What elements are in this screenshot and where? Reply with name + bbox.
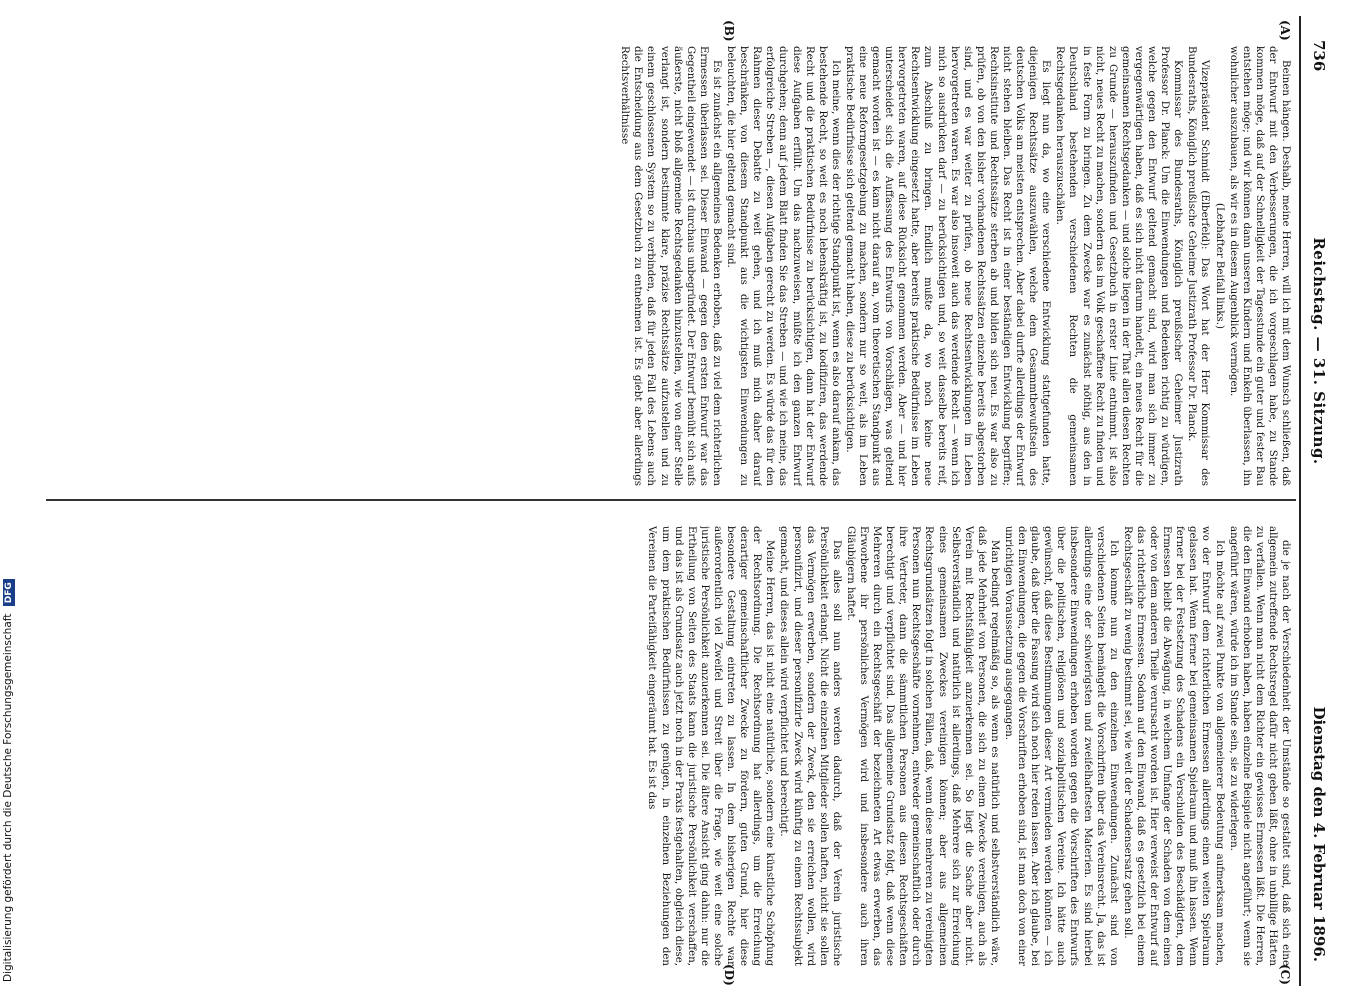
left-column <box>74 46 1292 486</box>
paragraph: Meine Herren, das ist nicht eine natürliche, sondern eine künstliche Schöpfung der Rechtsordnung. Die Rechtsordnung hat allerdings, um die Erreichung derartiger gemeinschaftlicher Zwecke zu fördern, guten Grund, hier diese besondere Gestaltung eintreten zu lassen. In dem bisherigen Rechte war außerordentlich viel Zweifel und Streit über die Frage, wie weit eine solche juristische Persönlichkeit anzuerkennen sei. Die ältere Ansicht ging dahin: nur die Ertheilung von Seiten des Staats kann die juristische Persönlichkeit verschaffen, und das ist als Grundsatz auch jetzt noch in der Praxis festgehalten, obgleich diese, um dem praktischen Bedürfnissen zu genügen, in einzelnen Beziehungen den Vereinen die Parteifähigkeit eingeräumt hat. Es ist das <box>646 526 776 966</box>
margin-marker-b: (B) <box>722 20 736 42</box>
paragraph: Man bedingt regelmäßig so, als wenn es natürlich und selbstverständlich wäre, daß jede Mehrheit von Personen, die sich zu einem Zwecke vereinigen, auch als Verein mit Rechtsfähigkeit anzuerkennen sei. So liegt die Sache aber nicht. Selbstverständlich und natürlich ist allerdings, daß Mehrere sich zur Erreichung eines gemeinsamen Zweckes vereinigen können; aber aus allgemeinen Rechtsgrundsätzen folgt in solchen Fällen, daß, wenn diese mehreren zu vereinigten Personen nun Rechtsgeschäfte vornehmen, entweder gemeinschaftlich oder durch ihre Vertreter, dann die sämmtlichen Personen aus diesen Rechtsgeschäften berechtigt und verpflichtet sind. Das allgemeine Grundsatz folgt, daß wenn diese Mehreren durch ein Rechtsgeschäft der bezeichneten Art etwas erwerben, das Erworbene ihr persönliches Vermögen wird und insbesondere auch ihren Gläubigern haftet. <box>844 526 1000 966</box>
paragraph: Es liegt nun da, wo eine verschiedene Entwicklung stattgefunden hatte, diejenigen Rechtssätze auszuwählen, welche dem Gesammtbewußtsein des deutschen Volks am meisten entsprechen. Aber dabei durfte allerdings der Entwurf nicht stehen bleiben. Das Recht ist in einer beständigen Entwicklung begriffen; Rechtsinstitute und Rechtssätze sterben ab und bilden sich neu. Es war also zu prüfen, ob von den bisher vorhandenen Rechtssätzen einzelne bereits abgestorben sind, und es war weiter zu prüfen, ob neue Rechtsentwicklungen im Leben hervorgetreten waren. Es war also insoweit auch das werdende Recht — wenn ich mich so ausdrücken darf — zu berücksichtigen und, so weit dasselbe bereits reif, zum Abschluß zu bringen. Endlich mußte da, wo noch keine neue Rechtsentwicklung eingesetzt hatte, aber bereits praktische Bedürfnisse im Leben hervorgetreten waren, auf diese Rücksicht genommen werden. Aber — und hier unterscheidet sich die Auffassung des Entwurfs von Vorschlägen, was geltend gemacht worden ist — es kam nicht darauf an, vom theoretischen Standpunkt aus eine neue Reformgesetzgebung zu machen, sondern nur so weit, als im Leben praktische Bedürfnisse sich geltend gemacht haben, diese zu berücksichtigen. <box>843 46 1052 486</box>
applause-note: (Lebhafter Beifall links.) <box>1213 203 1225 329</box>
paragraph: die je nach der Verschiedenheit der Umstände so gestaltet sind, daß sich eine allgemein zutreffende Rechtsregel dafür nicht geben läßt, ohne in unbillige Härten zu verfallen. Wenn man nicht dem Richter ein gewisses Ermessen läßt. Die Herren, die den Einwand erhoben haben, haben einzelne Beispiele nicht angeführt; wenn sie angeführt wären, würde ich im Stande sein, sie zu widerlegen. <box>1227 526 1291 966</box>
digitization-credit <box>0 0 16 1000</box>
paragraph: Es ist zunächst ein allgemeines Bedenken erhoben, daß zu viel dem richterlichen Ermessen überlassen sei. Dieser Einwand — gegen den ersten Entwurf war das Gegentheil eingewendet — ist durchaus unbegründet. Der Entwurf bemüht sich aufs äußerste, nicht bloß allgemeine Rechtsgedanken hinzustellen, wie von einer Stelle verlangt ist, sondern bestimmte klare, präzise Rechtssätze aufzustellen und zu einem geschlossenen System so zu verbinden, daß für jeden Fall des Lebens auch die Entscheidung aus dem Gesetzbuch zu entnehmen ist. Es giebt aber allerdings Rechtsverhältnisse <box>619 46 722 486</box>
right-column <box>182 526 1292 966</box>
rotated-page-content <box>16 16 1336 986</box>
credit-text: Digitalisierung gefördert durch die Deutsche Forschungsgemeinschaft <box>2 613 14 982</box>
paragraph: Ich komme nun zu den einzelnen Einwendungen. Zunächst sind von verschiedenen Seiten bemängelt die Vorschriften über das Vereinsrecht. Ja, das ist allerdings eine der schwierigsten und zweifelhaftesten Materien. Es sind hierbei insbesondere Einwendungen erhoben worden gegen die Vorschriften des Entwurfs über die politischen, religiösen und sozialpolitischen Vereine. Ich hätte auch gewünscht, daß diese Bestimmungen dieser Art vermieden werden könnten — ich glaube, daß über die Fassung wird sich noch hier reden lassen. Aber ich glaube, bei den Einwendungen, die gegen die Vorschriften erhoben sind, ist man doch von einer unrichtigen Voraussetzung ausgegangen. <box>1003 526 1119 966</box>
margin-marker-c: (C) <box>1278 964 1292 985</box>
margin-marker-a: (A) <box>1278 20 1292 41</box>
header-rule <box>1299 16 1301 986</box>
running-title: Reichstag. — 31. Sitzung. <box>1310 237 1328 465</box>
paragraph: Vizepräsident Schmidt (Elberfeld): Das Wort hat der Herr Kommissar des Bundesraths, Königlich preußische Geheime Justizrath Professor Dr. Planck. <box>1186 46 1211 486</box>
column-divider <box>46 499 1296 501</box>
margin-marker-d: (D) <box>722 964 736 986</box>
paragraph: Beinen hängen. Deshalb, meine Herren, will ich mit dem Wunsch schließen, daß der Entwurf mit den Verbesserungen, die ich vorgeschlagen habe, zu Stande kommen möge, daß auf der Schnelligkeit der Tagesstunde ein guter und fester Bau entstehen möge; und wir können dann unseren Kindern und Enkeln überlassen, ihn wohnlicher auszubauen, als wir es in diesem Augenblick vermögen. <box>1227 46 1291 486</box>
page-number: 736 <box>1310 40 1328 72</box>
paragraph: Ich möchte auf zwei Punkte von allgemeinerer Bedeutung aufmerksam machen, wo der Entwurf dem richterlichen Ermessen allerdings einen weiten Spielraum gelassen hat. Wenn ferner bei gemeinsamen Spielraum und muß ihn lassen. Wenn ferner bei der Festsetzung des Schadens ein Verschulden des Beschädigten, dem Ermessen bleibt die Abwägung, in welchem Umfange der Schaden von dem einen oder von dem anderen Theile verursacht worden ist. Hier verweist der Entwurf auf das richterliche Ermessen. Sodann auf den Einwand, daß es gesetzlich bei einem Rechtsgeschäft zu wenig bestimmt sei, wie weit der Schadensersatz gehen soll. <box>1121 526 1225 966</box>
page-header <box>1308 40 1330 962</box>
paragraph: Kommissar des Bundesraths, Königlich preußischer Geheimer Justizrath Professor Dr. Planck: Um die Einwendungen und Bedenken richtig zu würdigen, welche gegen den Entwurf geltend gemacht sind, wird man sich immer zu vergegenwärtigen haben, daß es sich nicht darum handelt, ein neues Recht für die gemeinsamen Rechtsgedanken — und solche liegen in der That allen diesen Rechten zu Grunde — herauszufinden und Gesetzbuch in erster Linie entnimmt, ist also nicht, neues Recht zu machen, sondern das im Volk geschaffene Recht zu finden und in feste Form zu bringen. Zu dem Zwecke war es zunächst nöthig, aus den in Deutschland bestehenden verschiedenen Rechten die gemeinsamen Rechtsgedanken herauszuschälen. <box>1054 46 1184 486</box>
paragraph: Das alles soll nun anders werden dadurch, daß der Verein juristische Persönlichkeit erlangt. Nicht die einzelnen Mitglieder sollen haften, nicht sie sollen das Vermögen erwerben, sondern der Zweck, den sie erreichen wollen, wird personifizirt, und dieser personifizirte Zweck wird künftig zu einem Rechtssubjekt gemacht, und dieses allein wird verpflichtet und berechtigt. <box>778 526 842 966</box>
dfg-logo: DFG <box>3 579 15 606</box>
session-date: Dienstag den 4. Februar 1896. <box>1310 706 1328 962</box>
scanned-page <box>16 16 1336 986</box>
paragraph: Ich meine, wenn dies der richtige Standpunkt ist, wenn es also darauf ankam, das bestehende Recht, so weit es noch lebenskräftig ist, zu kodifiziren, das werdende Recht und die praktischen Bedürfnisse zu berücksichtigen, dann hat der Entwurf diese Aufgaben erfüllt. Um das nachzuweisen, müßte ich den ganzen Entwurf durchgehen; denn auf jedem Blatt finden Sie das Streben — und wie ich meine, das erfolgreiche Streben —, diesen Aufgaben gerecht zu werden. Es würde das für den Rahmen dieser Debatte zu weit gehen, und ich muß mich daher darauf beschränken, von diesem Standpunkt aus die wichtigsten Einwendungen zu beleuchten, die hier geltend gemacht sind. <box>725 46 841 486</box>
